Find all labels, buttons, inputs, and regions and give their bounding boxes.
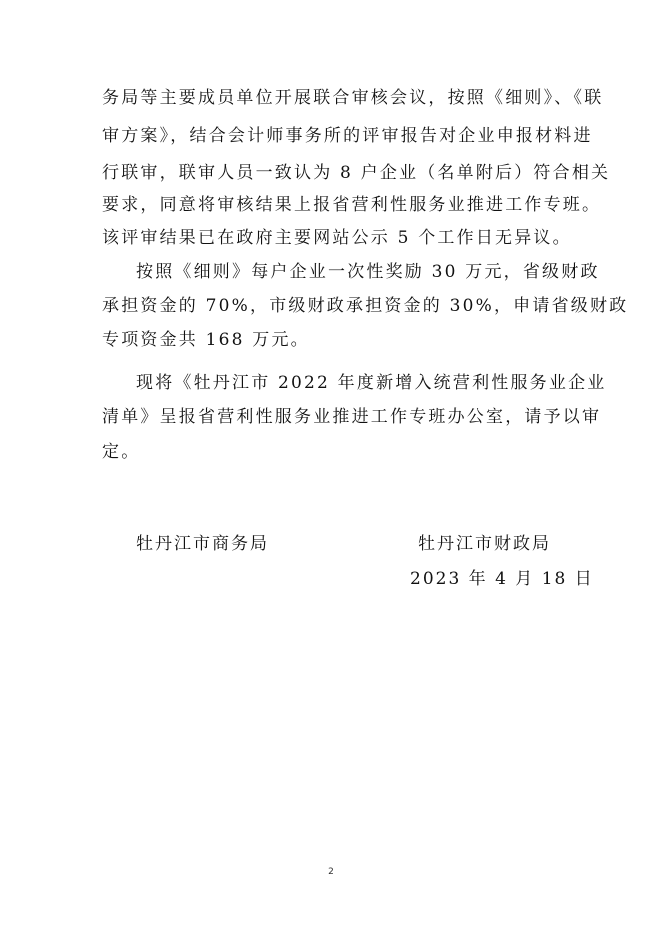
text-line: 该评审结果已在政府主要网站公示 5 个工作日无异议。 (102, 228, 572, 248)
text-line: 行联审，联审人员一致认为 8 户企业（名单附后）符合相关 (102, 163, 611, 183)
text-line: 定。 (102, 442, 141, 462)
text-line: 务局等主要成员单位开展联合审核会议，按照《细则》、《联 (102, 88, 604, 108)
text-line: 按照《细则》每户企业一次性奖励 30 万元，省级财政 (136, 262, 600, 282)
text-line: 审方案》，结合会计师事务所的评审报告对企业申报材料进 (102, 126, 593, 146)
signing-date: 2023 年 4 月 18 日 (410, 569, 594, 589)
signing-org-commerce: 牡丹江市商务局 (136, 534, 269, 554)
text-line: 专项资金共 168 万元。 (102, 330, 310, 350)
text-line: 要求，同意将审核结果上报省营利性服务业推进工作专班。 (102, 195, 602, 215)
text-line: 承担资金的 70%，市级财政承担资金的 30%，申请省级财政 (102, 296, 629, 316)
text-line: 现将《牡丹江市 2022 年度新增入统营利性服务业企业 (136, 373, 607, 393)
text-line: 清单》呈报省营利性服务业推进工作专班办公室，请予以审 (102, 407, 602, 427)
page-number: 2 (328, 867, 334, 877)
signing-org-finance: 牡丹江市财政局 (418, 534, 551, 554)
